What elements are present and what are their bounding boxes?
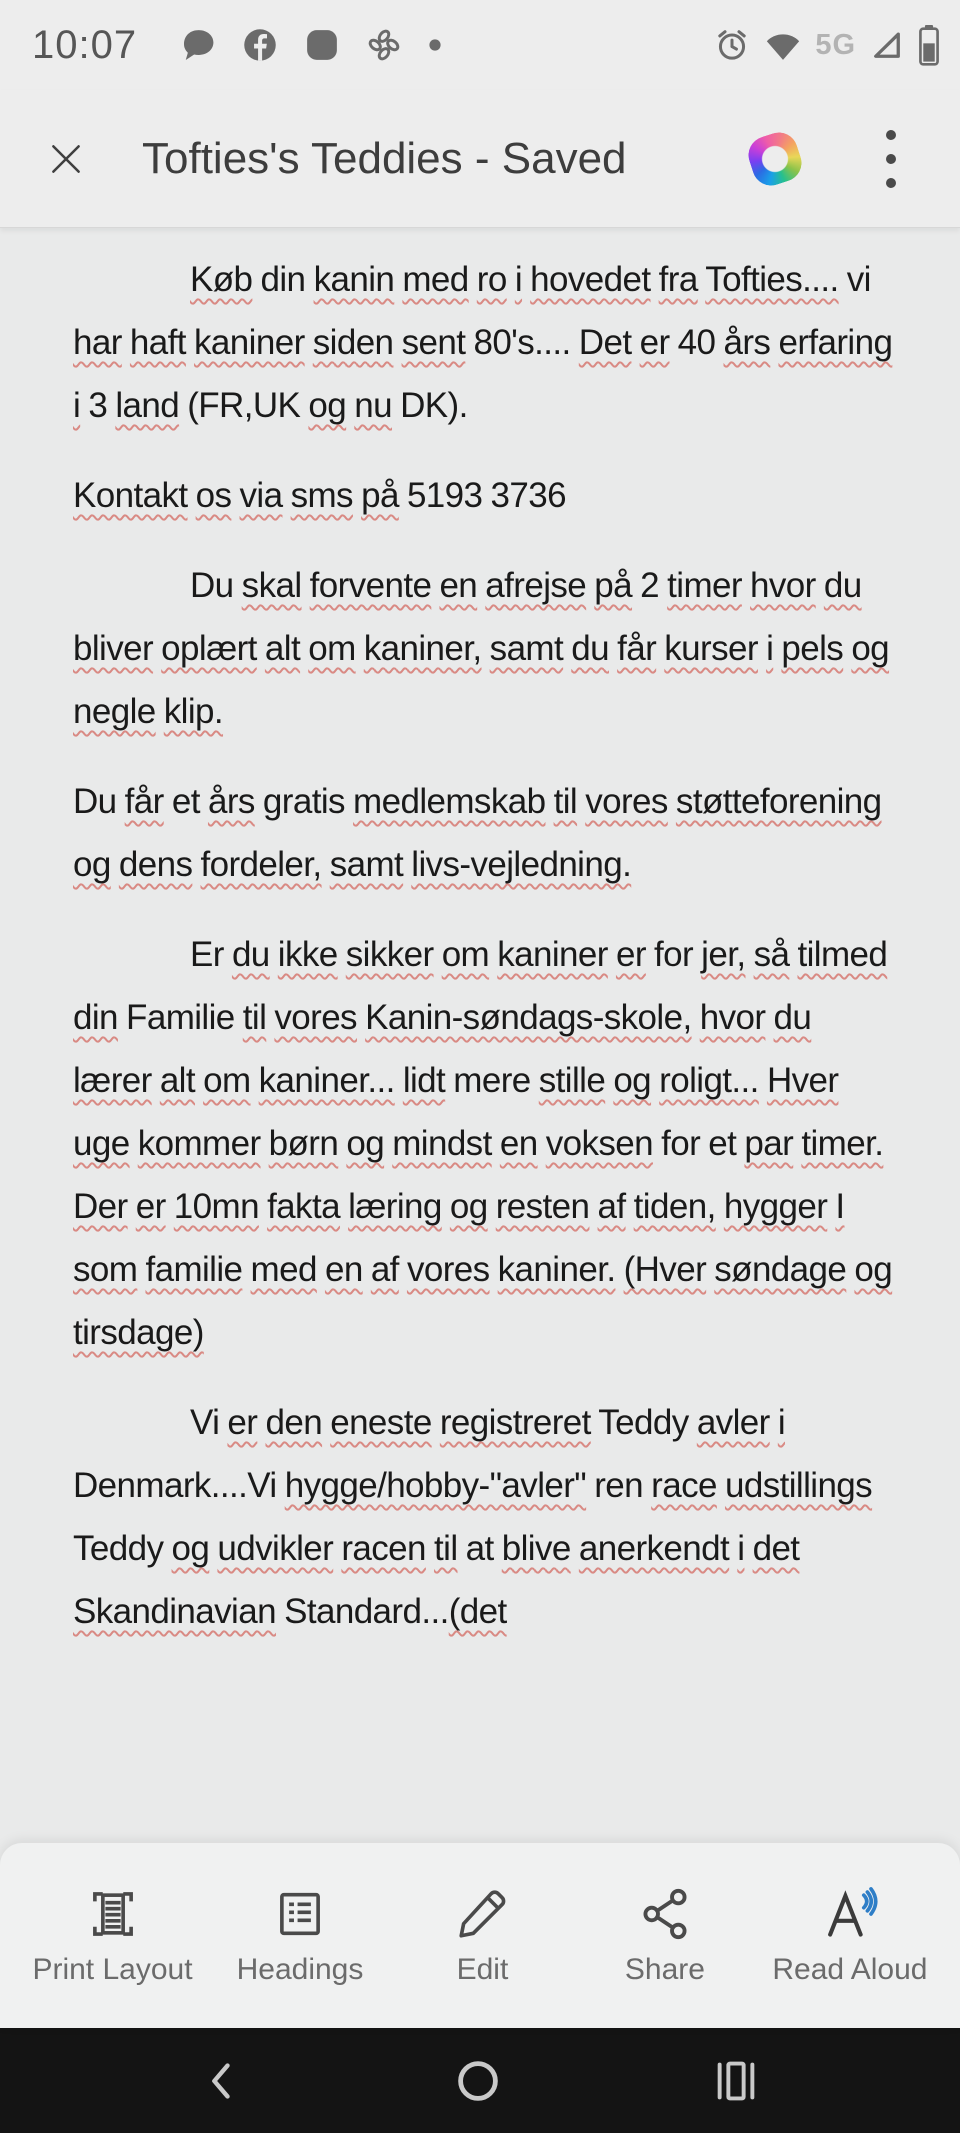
notification-dot-icon xyxy=(425,24,445,66)
toolbar-item-label: Read Aloud xyxy=(772,1952,928,1986)
read-aloud-icon xyxy=(818,1885,881,1943)
wifi-icon xyxy=(764,26,802,64)
document-paragraph: Køb din kanin med ro i hovedet fra Tofties.... vi har haft kaniner siden sent 80's.... Det er 40 års erfaring i 3 land (FR,UK og nu DK). xyxy=(73,260,893,425)
network-type-label: 5G xyxy=(815,28,856,61)
back-icon[interactable] xyxy=(200,2059,244,2103)
toolbar-item-label: Headings xyxy=(236,1952,364,1986)
overflow-menu-icon[interactable] xyxy=(886,130,896,188)
share-button[interactable] xyxy=(590,1885,740,1987)
notification-icons xyxy=(177,24,445,66)
recents-icon[interactable] xyxy=(712,2059,760,2103)
copilot-icon[interactable] xyxy=(743,127,806,190)
clock: 10:07 xyxy=(32,22,138,67)
battery-icon xyxy=(918,24,940,66)
document-paragraph: Kontakt os via sms på 5193 3736 xyxy=(73,476,566,515)
android-nav-bar xyxy=(0,2028,960,2133)
status-bar xyxy=(0,0,960,90)
edit-icon xyxy=(453,1885,511,1943)
print-layout-icon xyxy=(84,1885,142,1943)
home-icon[interactable] xyxy=(454,2057,502,2105)
facebook-icon xyxy=(239,24,281,66)
close-icon[interactable] xyxy=(46,139,86,179)
toolbar-item-label: Edit xyxy=(456,1952,509,1986)
document-paragraph: Er du ikke sikker om kaniner er for jer, så tilmed din Familie til vores Kanin-søndags-skole, hvor du lærer alt om kaniner... lidt mere stille og roligt... Hver uge kommer børn og mindst en voksen for et par timer. Der er 10mn fakta læring og resten af tiden, hygger I som familie med en af vores kaniner. (Hver søndage og tirsdage) xyxy=(73,935,893,1352)
document-paragraph: Vi er den eneste registreret Teddy avler i Denmark....Vi hygge/hobby-"avler" ren race udstillings Teddy og udvikler racen til at blive anerkendt i det Skandinavian Standard...(det xyxy=(73,1403,873,1631)
message-bubble-icon xyxy=(177,24,219,66)
pinwheel-icon xyxy=(363,24,405,66)
print-layout-button[interactable] xyxy=(32,1885,192,1987)
headings-icon xyxy=(271,1885,329,1943)
system-status-icons xyxy=(713,24,940,66)
toolbar-item-label: Print Layout xyxy=(32,1952,193,1986)
document-paragraph: Du skal forvente en afrejse på 2 timer hvor du bliver oplært alt om kaniner, samt du får kurser i pels og negle klip. xyxy=(73,566,890,731)
bottom-toolbar xyxy=(0,1843,960,2028)
share-icon xyxy=(636,1885,694,1943)
read-aloud-button[interactable] xyxy=(772,1885,927,1987)
document-scroll-area[interactable] xyxy=(0,228,960,1843)
alarm-icon xyxy=(713,26,751,64)
document-title: Tofties's Teddies - Saved xyxy=(142,133,627,183)
app-header xyxy=(0,90,960,228)
document-paragraph: Du får et års gratis medlemskab til vores støtteforening og dens fordeler, samt livs-vejledning. xyxy=(73,782,882,884)
toolbar-item-label: Share xyxy=(624,1952,705,1986)
app-squircle-icon xyxy=(301,24,343,66)
headings-button[interactable] xyxy=(225,1885,375,1987)
edit-button[interactable] xyxy=(407,1885,557,1987)
signal-icon xyxy=(869,27,905,63)
